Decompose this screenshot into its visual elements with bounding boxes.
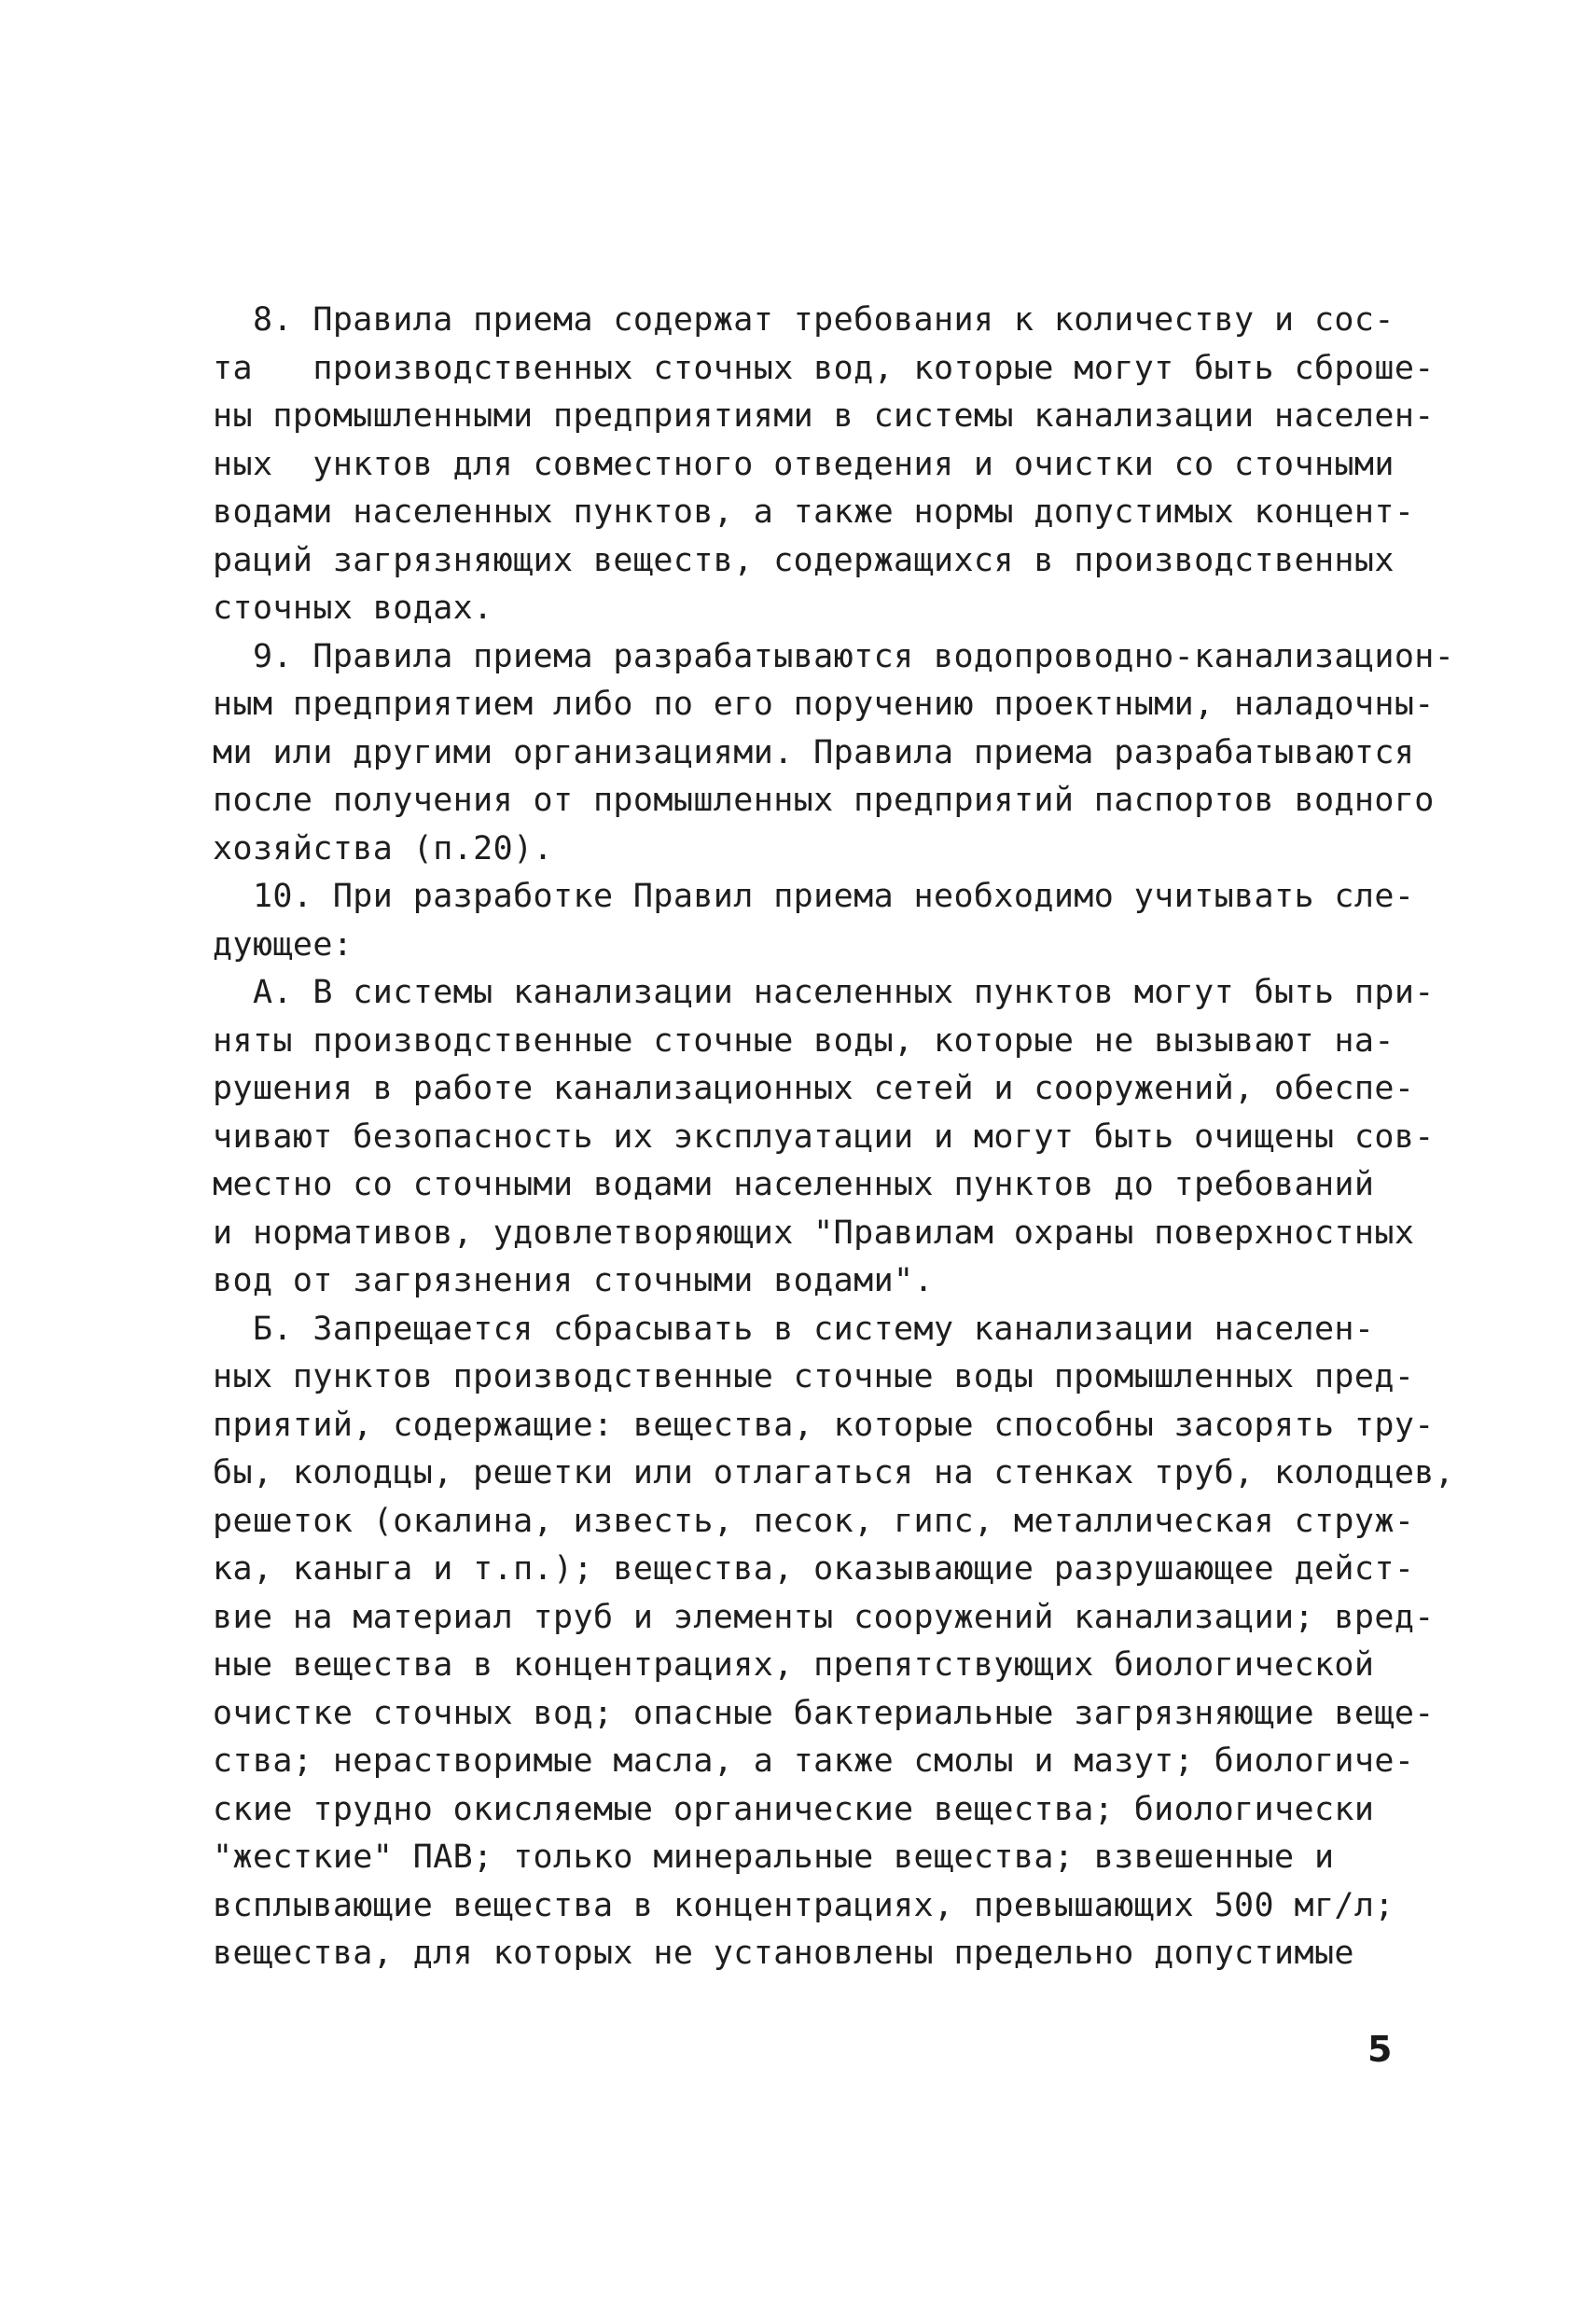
page-number: 5 [1367, 2029, 1393, 2070]
text-line: дующее: [213, 925, 354, 964]
paragraph-10 [213, 873, 1444, 969]
text-line: чивают безопасность их эксплуатации и могут быть очищены сов- [213, 1117, 1435, 1156]
text-line: рушения в работе канализационных сетей и сооружений, обеспе- [213, 1070, 1415, 1107]
text-line: ных унктов для совместного отведения и очистки со сточными [213, 445, 1395, 483]
text-line: ны промышленными предприятиями в системы канализации населен- [213, 397, 1435, 435]
text-line: 10. При разработке Правил приема необходимо учитывать сле- [213, 878, 1415, 915]
paragraph-9 [213, 633, 1455, 874]
text-line: вод от загрязнения сточными водами". [213, 1262, 934, 1299]
text-line: вие на материал труб и элементы сооружений канализации; вред- [213, 1598, 1435, 1636]
text-line: ские трудно окисляемые органические вещества; биологически [213, 1790, 1375, 1828]
text-line: ми или другими организациями. Правила приема разрабатываются [213, 733, 1415, 771]
text-line: бы, колодцы, решетки или отлагаться на стенках труб, колодцев, [213, 1454, 1455, 1491]
text-line: та производственных сточных вод, которые могут быть сброше- [213, 349, 1435, 387]
text-line: водами населенных пунктов, а также нормы допустимых концент- [213, 493, 1415, 531]
text-line: 9. Правила приема разрабатываются водопроводно-канализацион- [213, 637, 1455, 675]
paragraph-a [213, 969, 1444, 1306]
text-line: приятий, содержащие: вещества, которые способны засорять тру- [213, 1406, 1435, 1444]
text-line: 8. Правила приема содержат требования к количеству и сос- [213, 301, 1395, 339]
text-line: сточных водах. [213, 590, 493, 627]
text-line: Б. Запрещается сбрасывать в систему канализации населен- [213, 1310, 1375, 1348]
paragraph-8 [213, 297, 1444, 633]
text-line: всплывающие вещества в концентрациях, превышающих 500 мг/л; [213, 1886, 1395, 1924]
text-line: ка, каныга и т.п.); вещества, оказывающие разрушающее дейст- [213, 1550, 1415, 1588]
body-text [213, 297, 1455, 1978]
text-line: очистке сточных вод; опасные бактериальные загрязняющие веще- [213, 1694, 1435, 1732]
text-line: ных пунктов производственные сточные воды промышленных пред- [213, 1358, 1415, 1395]
text-line: местно со сточными водами населенных пунктов до требований [213, 1166, 1375, 1203]
text-line: вещества, для которых не установлены предельно допустимые [213, 1935, 1354, 1972]
text-line: ные вещества в концентрациях, препятствующих биологической [213, 1646, 1375, 1684]
text-line: и нормативов, удовлетворяющих "Правилам охраны поверхностных [213, 1214, 1415, 1252]
text-line: ства; нерастворимые масла, а также смолы и мазут; биологиче- [213, 1742, 1415, 1780]
text-line: "жесткие" ПАВ; только минеральные вещества; взвешенные и [213, 1838, 1335, 1876]
paragraph-b [213, 1306, 1455, 1978]
text-line: А. В системы канализации населенных пунктов могут быть при- [213, 974, 1435, 1011]
text-line: решеток (окалина, известь, песок, гипс, металлическая струж- [213, 1502, 1415, 1540]
text-line: раций загрязняющих веществ, содержащихся в производственных [213, 541, 1395, 579]
text-line: после получения от промышленных предприятий паспортов водного [213, 782, 1435, 819]
text-line: ным предприятием либо по его поручению проектными, наладочны- [213, 686, 1435, 723]
text-line: хозяйства (п.20). [213, 829, 554, 867]
text-line: няты производственные сточные воды, которые не вызывают на- [213, 1021, 1395, 1060]
